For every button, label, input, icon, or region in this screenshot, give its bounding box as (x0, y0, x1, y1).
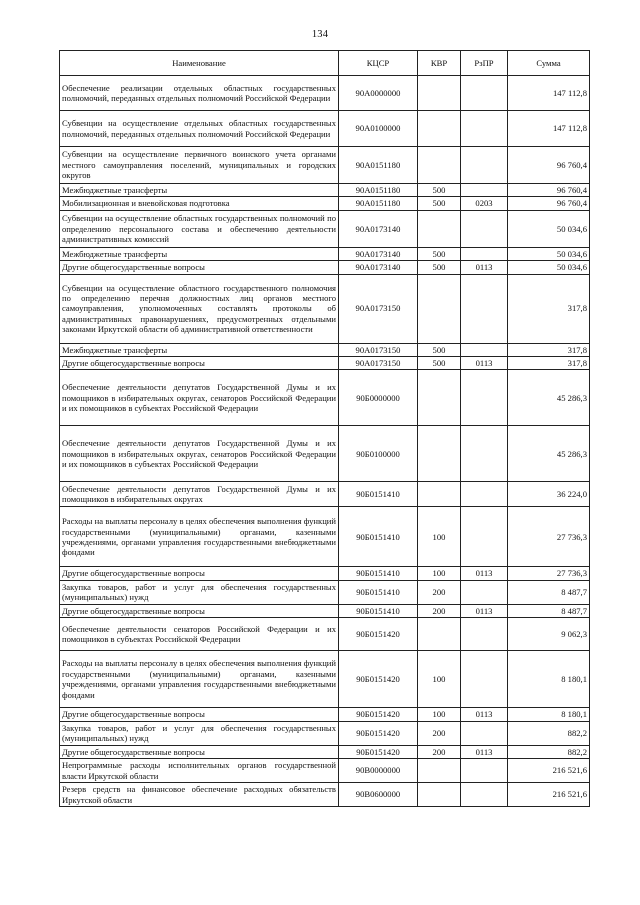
row-rzpr-cell (461, 618, 508, 651)
row-rzpr-cell (461, 507, 508, 567)
row-kvr-cell: 200 (418, 580, 461, 604)
row-rzpr-cell (461, 210, 508, 247)
row-rzpr-cell: 0113 (461, 357, 508, 370)
row-name-cell: Другие общегосударственные вопросы (60, 745, 339, 758)
row-name-cell: Обеспечение деятельности депутатов Государственной Думы и их помощников в избирательных округах (60, 482, 339, 507)
row-rzpr-cell: 0113 (461, 261, 508, 274)
table-row (60, 618, 590, 651)
row-sum-cell: 8 487,7 (508, 580, 590, 604)
row-rzpr-cell (461, 651, 508, 708)
row-sum-cell: 36 224,0 (508, 482, 590, 507)
table-row (60, 147, 590, 184)
table-row (60, 783, 590, 807)
row-kvr-cell (418, 370, 461, 426)
row-rzpr-cell (461, 370, 508, 426)
table-row (60, 197, 590, 210)
row-rzpr-cell (461, 783, 508, 807)
row-kcsr-cell: 90А0100000 (339, 111, 418, 147)
row-name-cell: Непрограммные расходы исполнительных органов государственной власти Иркутской области (60, 759, 339, 783)
table-row (60, 357, 590, 370)
row-kcsr-cell: 90Б0151420 (339, 618, 418, 651)
row-sum-cell: 45 286,3 (508, 426, 590, 482)
row-kcsr-cell: 90А0151180 (339, 184, 418, 197)
row-kvr-cell: 100 (418, 507, 461, 567)
table-row (60, 507, 590, 567)
row-sum-cell: 50 034,6 (508, 247, 590, 260)
row-sum-cell: 96 760,4 (508, 184, 590, 197)
row-name-cell: Мобилизационная и вневойсковая подготовка (60, 197, 339, 210)
header-name: Наименование (60, 51, 339, 76)
row-name-cell: Другие общегосударственные вопросы (60, 261, 339, 274)
row-name-cell: Субвенции на осуществление отдельных областных государственных полномочий, переданных отдельных полномочий Российской Федерации (60, 111, 339, 147)
row-kvr-cell (418, 783, 461, 807)
row-kcsr-cell: 90Б0151420 (339, 721, 418, 745)
row-rzpr-cell (461, 343, 508, 356)
row-name-cell: Другие общегосударственные вопросы (60, 604, 339, 617)
row-kvr-cell (418, 111, 461, 147)
row-kvr-cell (418, 147, 461, 184)
row-kcsr-cell: 90Б0151410 (339, 567, 418, 580)
row-name-cell: Обеспечение деятельности депутатов Государственной Думы и их помощников в избирательных округах, сенаторов Российской Федерации и их помощников в субъектах Российской Федерации (60, 370, 339, 426)
row-sum-cell: 8 180,1 (508, 708, 590, 721)
row-sum-cell: 50 034,6 (508, 261, 590, 274)
row-kvr-cell (418, 618, 461, 651)
table-header-row (60, 51, 590, 76)
row-rzpr-cell (461, 721, 508, 745)
row-kvr-cell: 500 (418, 184, 461, 197)
header-kvr: КВР (418, 51, 461, 76)
row-sum-cell: 50 034,6 (508, 210, 590, 247)
row-rzpr-cell (461, 759, 508, 783)
row-sum-cell: 216 521,6 (508, 759, 590, 783)
table-row (60, 247, 590, 260)
row-kvr-cell (418, 759, 461, 783)
table-row (60, 745, 590, 758)
table-row (60, 721, 590, 745)
table-row (60, 759, 590, 783)
row-kcsr-cell: 90А0173150 (339, 357, 418, 370)
row-rzpr-cell (461, 274, 508, 343)
row-rzpr-cell: 0203 (461, 197, 508, 210)
row-kcsr-cell: 90А0173140 (339, 210, 418, 247)
row-sum-cell: 27 736,3 (508, 567, 590, 580)
row-name-cell: Расходы на выплаты персоналу в целях обеспечения выполнения функций государственными (муниципальными) органами, казенными учреждениями, органами управления государственными внебюджетными фондами (60, 507, 339, 567)
row-name-cell: Субвенции на осуществление областных государственных полномочий по определению персонального состава и обеспечению деятельности административных комиссий (60, 210, 339, 247)
row-kcsr-cell: 90Б0100000 (339, 426, 418, 482)
row-rzpr-cell (461, 184, 508, 197)
row-rzpr-cell (461, 426, 508, 482)
row-kcsr-cell: 90А0173150 (339, 274, 418, 343)
row-sum-cell: 317,8 (508, 343, 590, 356)
table-row (60, 567, 590, 580)
page-number: 134 (311, 29, 329, 40)
row-kvr-cell (418, 210, 461, 247)
row-kvr-cell (418, 426, 461, 482)
row-sum-cell: 27 736,3 (508, 507, 590, 567)
row-sum-cell: 147 112,8 (508, 76, 590, 111)
row-kcsr-cell: 90А0151180 (339, 197, 418, 210)
table-row (60, 370, 590, 426)
row-rzpr-cell: 0113 (461, 567, 508, 580)
row-sum-cell: 882,2 (508, 745, 590, 758)
row-name-cell: Расходы на выплаты персоналу в целях обеспечения выполнения функций государственными (муниципальными) органами, казенными учреждениями, органами управления государственными внебюджетными фондами (60, 651, 339, 708)
row-kvr-cell: 500 (418, 247, 461, 260)
row-kvr-cell: 500 (418, 343, 461, 356)
row-kcsr-cell: 90В0000000 (339, 759, 418, 783)
row-name-cell: Другие общегосударственные вопросы (60, 357, 339, 370)
row-sum-cell: 216 521,6 (508, 783, 590, 807)
row-rzpr-cell (461, 247, 508, 260)
header-sum: Сумма (508, 51, 590, 76)
row-kvr-cell: 100 (418, 708, 461, 721)
row-kcsr-cell: 90А0173140 (339, 247, 418, 260)
table-row (60, 580, 590, 604)
row-name-cell: Другие общегосударственные вопросы (60, 708, 339, 721)
row-kvr-cell: 200 (418, 604, 461, 617)
row-kcsr-cell: 90Б0151420 (339, 708, 418, 721)
row-name-cell: Закупка товаров, работ и услуг для обеспечения государственных (муниципальных) нужд (60, 580, 339, 604)
header-kcsr: КЦСР (339, 51, 418, 76)
budget-table (59, 50, 590, 807)
row-sum-cell: 317,8 (508, 357, 590, 370)
row-kvr-cell (418, 76, 461, 111)
row-kvr-cell: 100 (418, 651, 461, 708)
table-row (60, 426, 590, 482)
row-kvr-cell (418, 482, 461, 507)
row-rzpr-cell (461, 147, 508, 184)
table-row (60, 76, 590, 111)
row-rzpr-cell (461, 111, 508, 147)
row-kcsr-cell: 90А0151180 (339, 147, 418, 184)
row-kcsr-cell: 90Б0151410 (339, 482, 418, 507)
table-row (60, 343, 590, 356)
row-kcsr-cell: 90Б0151410 (339, 507, 418, 567)
row-kcsr-cell: 90Б0000000 (339, 370, 418, 426)
row-kvr-cell: 500 (418, 261, 461, 274)
row-rzpr-cell: 0113 (461, 708, 508, 721)
row-kcsr-cell: 90А0000000 (339, 76, 418, 111)
table-row (60, 111, 590, 147)
row-name-cell: Субвенции на осуществление первичного воинского учета органами местного самоуправления поселений, муниципальных и городских округов (60, 147, 339, 184)
table-body (60, 76, 590, 807)
header-rzpr: РзПР (461, 51, 508, 76)
row-kcsr-cell: 90Б0151420 (339, 651, 418, 708)
row-kcsr-cell: 90В0600000 (339, 783, 418, 807)
row-kcsr-cell: 90Б0151420 (339, 745, 418, 758)
table-row (60, 708, 590, 721)
table-row (60, 604, 590, 617)
row-name-cell: Межбюджетные трансферты (60, 343, 339, 356)
row-kvr-cell: 200 (418, 745, 461, 758)
row-sum-cell: 96 760,4 (508, 147, 590, 184)
row-name-cell: Обеспечение реализации отдельных областных государственных полномочий, переданных отдельных полномочий Российской Федерации (60, 76, 339, 111)
row-kvr-cell: 500 (418, 357, 461, 370)
row-name-cell: Обеспечение деятельности депутатов Государственной Думы и их помощников в избирательных округах, сенаторов Российской Федерации и их помощников в субъектах Российской Федерации (60, 426, 339, 482)
row-kcsr-cell: 90Б0151410 (339, 580, 418, 604)
row-rzpr-cell: 0113 (461, 604, 508, 617)
table-row (60, 210, 590, 247)
row-name-cell: Субвенции на осуществление областного государственного полномочия по определению перечня должностных лиц органов местного самоуправления, уполномоченных составлять протоколы об административных правонарушениях, предусмотренных отдельными законами Иркутской области об административной ответственности (60, 274, 339, 343)
row-rzpr-cell (461, 76, 508, 111)
row-rzpr-cell (461, 580, 508, 604)
table-row (60, 651, 590, 708)
row-name-cell: Резерв средств на финансовое обеспечение расходных обязательств Иркутской области (60, 783, 339, 807)
row-name-cell: Межбюджетные трансферты (60, 184, 339, 197)
row-sum-cell: 96 760,4 (508, 197, 590, 210)
table-row (60, 274, 590, 343)
row-sum-cell: 8 180,1 (508, 651, 590, 708)
row-sum-cell: 9 062,3 (508, 618, 590, 651)
row-kvr-cell: 500 (418, 197, 461, 210)
row-kcsr-cell: 90Б0151410 (339, 604, 418, 617)
row-kvr-cell (418, 274, 461, 343)
table-row (60, 261, 590, 274)
row-kcsr-cell: 90А0173140 (339, 261, 418, 274)
row-sum-cell: 882,2 (508, 721, 590, 745)
row-name-cell: Другие общегосударственные вопросы (60, 567, 339, 580)
row-kvr-cell: 200 (418, 721, 461, 745)
row-sum-cell: 8 487,7 (508, 604, 590, 617)
row-sum-cell: 147 112,8 (508, 111, 590, 147)
row-rzpr-cell (461, 482, 508, 507)
row-kvr-cell: 100 (418, 567, 461, 580)
row-name-cell: Обеспечение деятельности сенаторов Российской Федерации и их помощников в субъектах Российской Федерации (60, 618, 339, 651)
row-sum-cell: 45 286,3 (508, 370, 590, 426)
row-kcsr-cell: 90А0173150 (339, 343, 418, 356)
row-name-cell: Закупка товаров, работ и услуг для обеспечения государственных (муниципальных) нужд (60, 721, 339, 745)
row-name-cell: Межбюджетные трансферты (60, 247, 339, 260)
row-sum-cell: 317,8 (508, 274, 590, 343)
table-row (60, 482, 590, 507)
row-rzpr-cell: 0113 (461, 745, 508, 758)
table-row (60, 184, 590, 197)
